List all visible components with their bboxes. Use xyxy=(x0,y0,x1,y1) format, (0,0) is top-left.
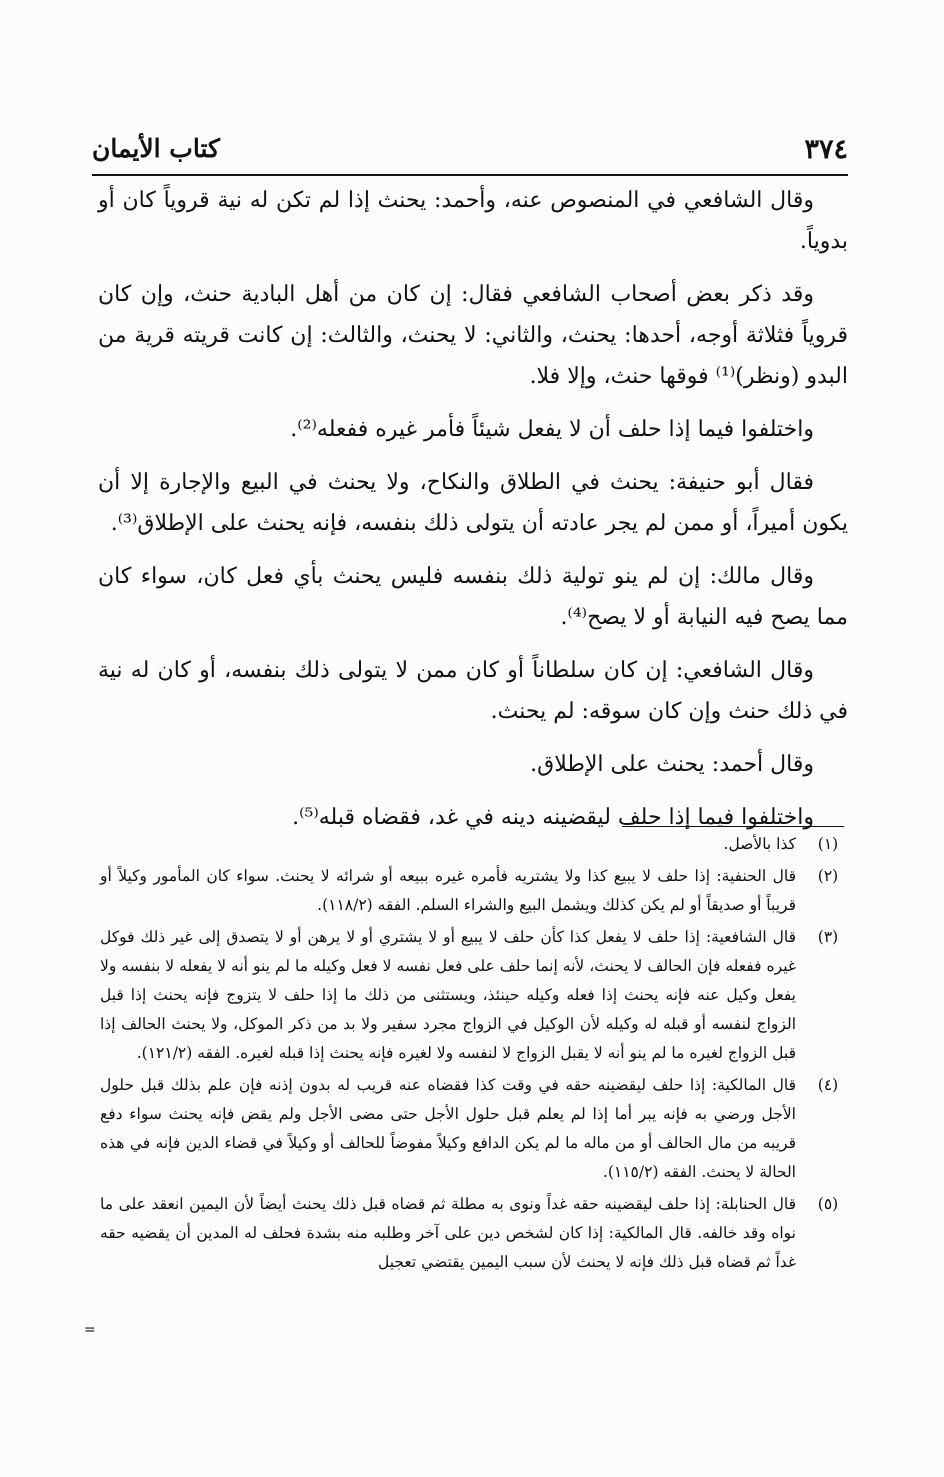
page-number: ٣٧٤ xyxy=(804,134,848,165)
main-text xyxy=(98,180,848,850)
footnote-number: (٤) xyxy=(817,1076,839,1094)
footnote-number: (٣) xyxy=(817,928,839,946)
footnote-number: (٥) xyxy=(817,1195,839,1213)
footnotes xyxy=(100,830,848,1280)
paragraph: وقال أحمد: يحنث على الإطلاق. xyxy=(530,752,814,777)
footnote-text: قال الحنفية: إذا حلف لا يبيع كذا ولا يشتريه فأمره غيره ببيعه أو شرائه لا يحنث. سواء كان المأمور وكيلاً أو قريباً أو صديقاً أو لم يكن كذلك ويشمل البيع والشراء السلم. الفقه (١١٨/٢). xyxy=(100,867,796,914)
footnote xyxy=(100,1071,848,1187)
footnote-separator xyxy=(622,826,844,827)
paragraph: فقال أبو حنيفة: يحنث في الطلاق والنكاح، ولا يحنث في البيع والإجارة إلا أن يكون أميراً، أو ممن لم يجر عادته أن يتولى ذلك بنفسه، فإنه يحنث على الإطلاق⁽³⁾. xyxy=(98,470,848,536)
footnote-text: قال الحنابلة: إذا حلف ليقضينه حقه غداً ونوى به مطلة ثم قضاه قبل ذلك يحنث أيضاً لأن اليمين انعقد على ما نواه وقد خالفه. قال المالكية: إذا كان لشخص دين على آخر وطلبه منه بشدة فحلف له المدين أن يقضيه حقه غداً ثم قضاه قبل ذلك فإنه لا يحنث لأن سبب اليمين يقتضي تعجيل xyxy=(100,1195,796,1271)
running-title: كتاب الأيمان xyxy=(92,134,220,163)
footnote xyxy=(100,923,848,1068)
paragraph: وقال مالك: إن لم ينو تولية ذلك بنفسه فليس يحنث بأي فعل كان، سواء كان مما يصح فيه النيابة أو لا يصح⁽⁴⁾. xyxy=(98,564,848,630)
continuation-mark: = xyxy=(84,1322,96,1338)
paragraph: واختلفوا فيما إذا حلف أن لا يفعل شيئاً فأمر غيره ففعله⁽²⁾. xyxy=(290,417,814,442)
footnote-number: (١) xyxy=(817,835,839,853)
footnote-number: (٢) xyxy=(817,867,839,885)
paragraph: وقد ذكر بعض أصحاب الشافعي فقال: إن كان من أهل البادية حنث، وإن كان قروياً فثلاثة أوجه، أحدها: يحنث، والثاني: لا يحنث، والثالث: إن كانت قريته قرية من البدو (ونظر)⁽¹⁾ فوقها حنث، وإلا فلا. xyxy=(98,282,848,389)
paragraph: وقال الشافعي في المنصوص عنه، وأحمد: يحنث إذا لم تكن له نية قروياً كان أو بدوياً. xyxy=(98,188,848,254)
footnote xyxy=(100,862,848,920)
paragraph: وقال الشافعي: إن كان سلطاناً أو كان ممن لا يتولى ذلك بنفسه، أو كان له نية في ذلك حنث وإن كان سوقه: لم يحنث. xyxy=(98,658,848,724)
footnote-text: قال الشافعية: إذا حلف لا يفعل كذا كأن حلف لا يبيع أو لا يشتري أو لا يرهن أو لا يتصدق إلى غير ذلك فوكل غيره ففعله فإن الحالف لا يحنث، لأنه إنما حلف على فعل نفسه لا فعل وكيله ما لم ينو أنه لا يفعله لا بنفسه ولا يفعل وكيل عنه فإنه يحنث إذا فعله وكيله حينئذ، ويستثنى من ذلك ما إذا حلف لا يتزوج فإنه يحنث إذا قبل الزواج لنفسه أو قبله له وكيله لأن الوكيل في الزواج مجرد سفير ولا بد من ذكر الموكل، ولا يحنث الحالف إذا قبل الزواج لغيره ما لم ينو أنه لا يقبل الزواج لا لنفسه ولا لغيره فإنه يحنث إذا قبله لغيره. الفقه (١٢١/٢). xyxy=(100,928,796,1062)
footnote xyxy=(100,830,848,859)
footnote-text: كذا بالأصل. xyxy=(723,835,796,853)
footnote-text: قال المالكية: إذا حلف ليقضينه حقه في وقت كذا فقضاه عنه قريب له بدون إذنه فإن علم بذلك قبل حلول الأجل ورضي به فإنه يبر أما إذا لم يعلم قبل حلول الأجل حتى مضى الأجل ولم يقض فإنه يحنث سواء دفع قريبه من مال الحالف أو من ماله ما لم يكن الدافع وكيلاً مفوضاً للحالف أو وكيلاً في قضاء الدين فإنه في هذه الحالة لا يحنث. الفقه (١١٥/٢). xyxy=(100,1076,797,1181)
page-header xyxy=(92,132,848,176)
footnote xyxy=(100,1190,848,1277)
paragraph: واختلفوا فيما إذا حلف ليقضينه دينه في غد، فقضاه قبله⁽⁵⁾. xyxy=(292,805,814,830)
